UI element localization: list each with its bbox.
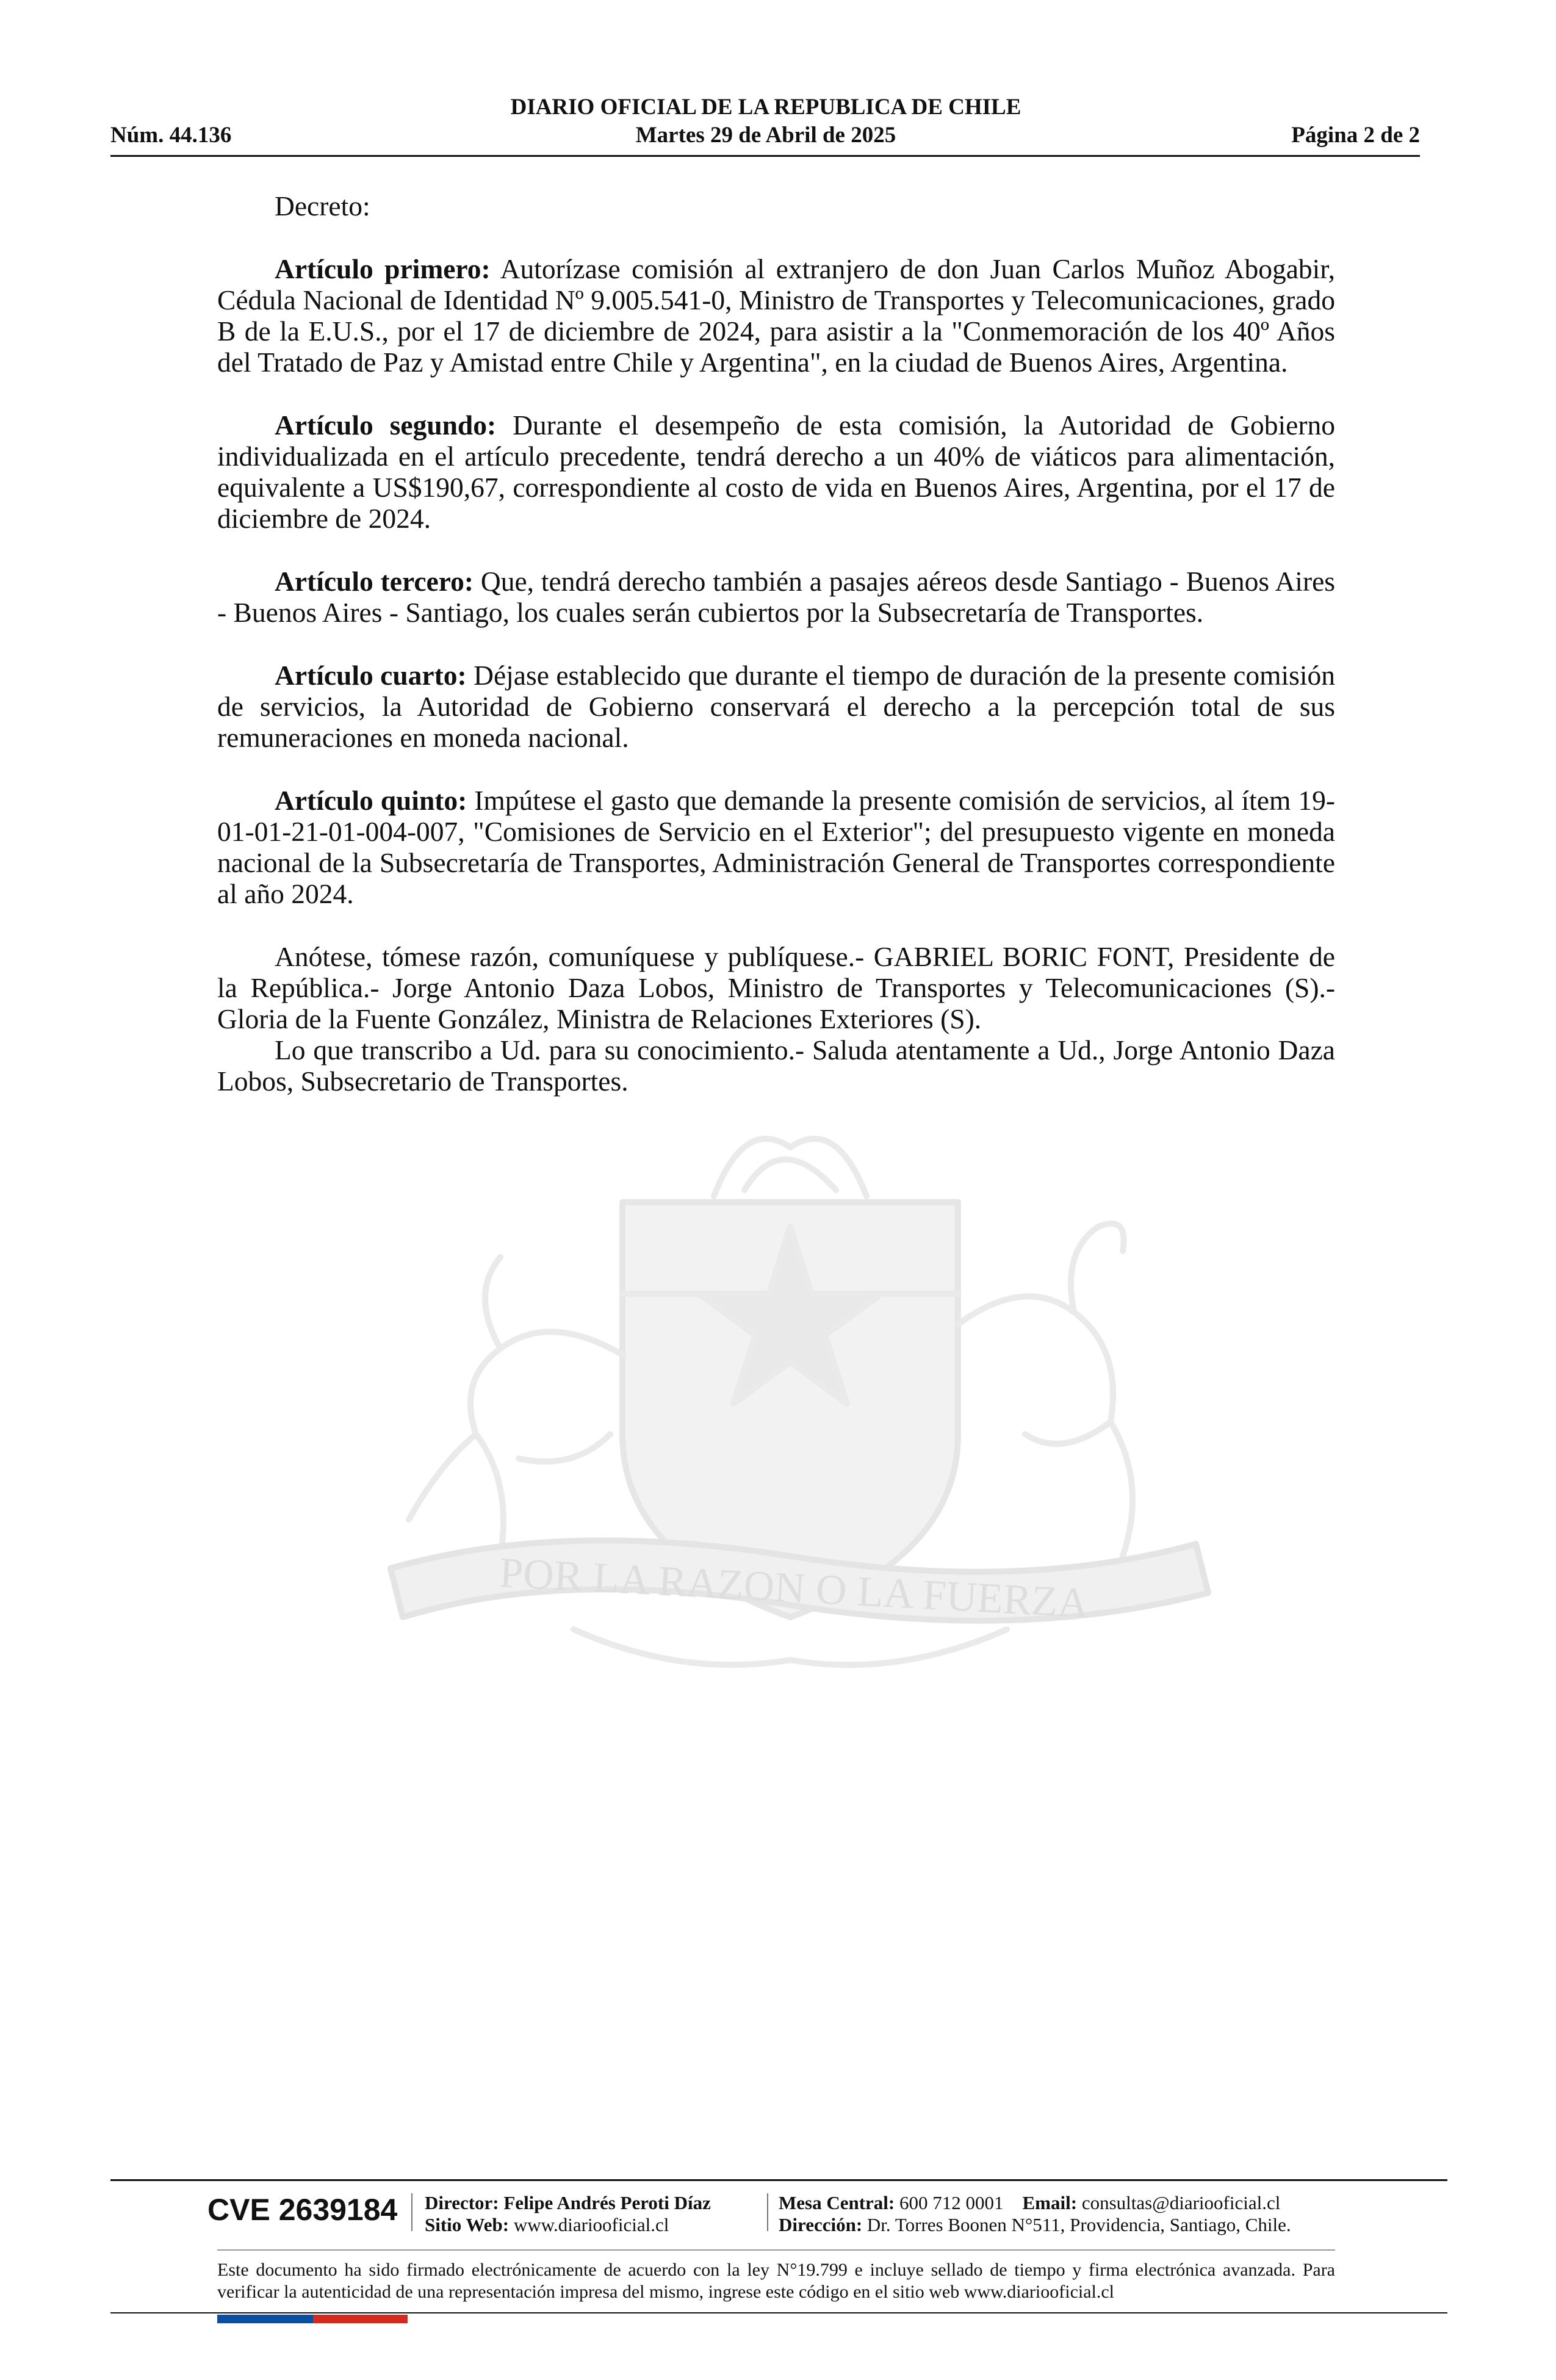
coat-of-arms-watermark-icon — [317, 1092, 1269, 1703]
closing-paragraph: Anótese, tómese razón, comuníquese y publíquese.- GABRIEL BORIC FONT, Presidente de la República.- Jorge Antonio Daza Lobos, Ministro de Transportes y Telecomunicaciones (S).- Gloria de la Fuente González, Ministra de Relaciones Exteriores (S). — [217, 941, 1335, 1034]
article-2-title: Artículo segundo: — [275, 409, 497, 441]
email-label: Email: — [1022, 2192, 1078, 2213]
director-label: Director: — [425, 2192, 499, 2213]
issue-date: Martes 29 de Abril de 2025 — [635, 123, 896, 148]
article-1-text: Autorízase comisión al extranjero de don Juan Carlos Muñoz Abogabir, Cédula Nacional de Identidad Nº 9.005.541-0, Ministro de Transportes y Telecomunicaciones, grado B de la E.U.S., por el 17 de diciembre de 2024, para asistir a la "Conmemoración de los 40º Años del Tratado de Paz y Amistad entre Chile y Argentina", en la ciudad de Buenos Aires, Argentina. — [217, 253, 1335, 378]
footer-mid-rule — [217, 2249, 1335, 2251]
mesa-label: Mesa Central: — [779, 2192, 895, 2213]
gazette-title: DIARIO OFICIAL DE LA REPUBLICA DE CHILE — [510, 95, 1021, 120]
transcription-paragraph: Lo que transcribo a Ud. para su conocimiento.- Saluda atentamente a Ud., Jorge Antonio Daza Lobos, Subsecretario de Transportes. — [217, 1034, 1335, 1097]
director-name: Felipe Andrés Peroti Díaz — [503, 2192, 711, 2213]
article-3-text: Que, tendrá derecho también a pasajes aéreos desde Santiago - Buenos Aires - Buenos Aires - Santiago, los cuales serán cubiertos por la Subsecretaría de Transportes. — [217, 566, 1335, 628]
article-4-text: Déjase establecido que durante el tiempo de duración de la presente comisión de servicios, la Autoridad de Gobierno conservará el derecho a la percepción total de sus remuneraciones en moneda nacional. — [217, 660, 1335, 753]
legal-notice: Este documento ha sido firmado electrónicamente de acuerdo con la ley N°19.799 e incluye sellado de tiempo y firma electrónica avanzada. Para verificar la autenticidad de una representación impresa del mismo, ingrese este código en el sitio web www.diariooficial.cl — [217, 2260, 1335, 2302]
header-rule — [110, 155, 1420, 157]
article-1 — [217, 253, 1335, 378]
motto-text: POR LA RAZON O LA FUERZA — [498, 1549, 1090, 1628]
cve-code: CVE 2639184 — [207, 2193, 398, 2227]
address-value: Dr. Torres Boonen N°511, Providencia, Santiago, Chile. — [866, 2214, 1291, 2235]
footer-divider — [767, 2193, 768, 2231]
mesa-phone: 600 712 0001 — [899, 2192, 1004, 2213]
flag-stripe-blue — [217, 2315, 313, 2323]
article-4-title: Artículo cuarto: — [275, 660, 467, 691]
article-2 — [217, 409, 1335, 534]
decree-intro: Decreto: — [275, 190, 370, 222]
article-4 — [217, 660, 1335, 753]
article-3-title: Artículo tercero: — [275, 566, 474, 597]
article-5-text: Impútese el gasto que demande la presente comisión de servicios, al ítem 19-01-01-21-01-004-007, "Comisiones de Servicio en el Exterior"; del presupuesto vigente en moneda nacional de la Subsecretaría de Transportes, Administración General de Transportes correspondiente al año 2024. — [217, 785, 1335, 909]
page-indicator: Página 2 de 2 — [1291, 123, 1420, 148]
site-label: Sitio Web: — [425, 2214, 510, 2235]
article-2-text: Durante el desempeño de esta comisión, la Autoridad de Gobierno individualizada en el artículo precedente, tendrá derecho a un 40% de viáticos para alimentación, equivalente a US$190,67, correspondiente al costo de vida en Buenos Aires, Argentina, por el 17 de diciembre de 2024. — [217, 409, 1335, 534]
article-1-title: Artículo primero: — [275, 253, 491, 284]
footer-director-block — [425, 2192, 711, 2236]
decree-body — [217, 190, 1335, 1097]
article-5 — [217, 785, 1335, 909]
article-5-title: Artículo quinto: — [275, 785, 467, 816]
footer-top-rule — [110, 2179, 1447, 2181]
article-3 — [217, 566, 1335, 628]
email-link[interactable]: consultas@diariooficial.cl — [1081, 2192, 1281, 2213]
footer-bottom-rule — [110, 2312, 1447, 2313]
footer-divider — [411, 2193, 412, 2231]
footer-contact-block — [779, 2192, 1291, 2236]
issue-number: Núm. 44.136 — [110, 123, 232, 148]
site-link[interactable]: www.diariooficial.cl — [513, 2214, 669, 2235]
flag-stripe-red — [313, 2315, 408, 2323]
address-label: Dirección: — [779, 2214, 863, 2235]
